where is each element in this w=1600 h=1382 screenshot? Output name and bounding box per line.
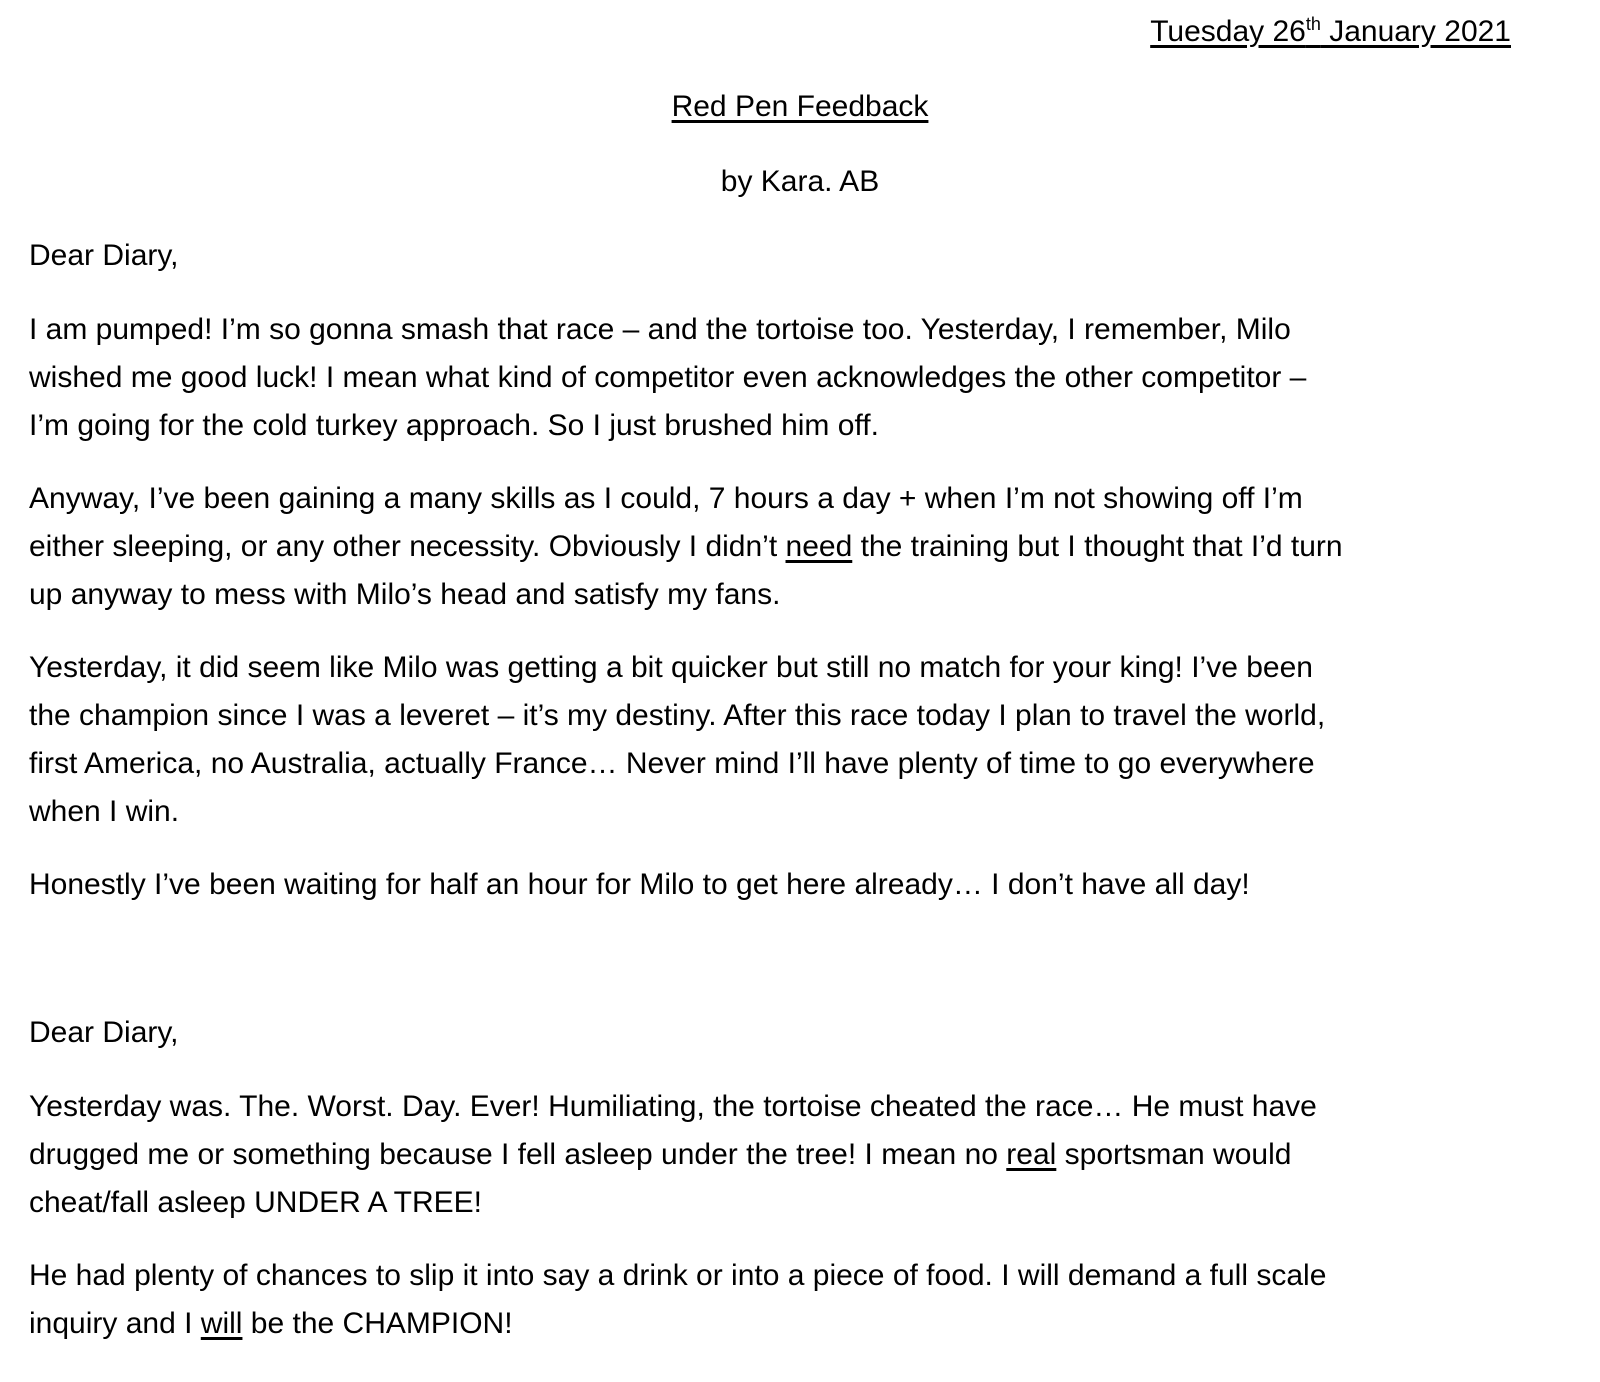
paragraph-line: Yesterday, it did seem like Milo was getting a bit quicker but still no match for your king! I’ve been	[29, 651, 1313, 684]
text-run: inquiry and I	[29, 1307, 201, 1340]
underlined-word: real	[1006, 1138, 1057, 1171]
entry2-greeting: Dear Diary,	[29, 1016, 179, 1049]
underlined-word: need	[785, 530, 853, 563]
text-run: drugged me or something because I fell asleep under the tree! I mean no	[29, 1138, 1007, 1171]
paragraph-line: the champion since I was a leveret – it’s my destiny. After this race today I plan to travel the world,	[29, 699, 1326, 732]
date-ordinal: th	[1305, 14, 1321, 34]
entry1-paragraph-3	[29, 644, 1589, 836]
paragraph-line: I’m going for the cold turkey approach. So I just brushed him off.	[29, 409, 879, 442]
paragraph-line: Anyway, I’ve been gaining a many skills as I could, 7 hours a day + when I’m not showing off I’m	[29, 482, 1303, 515]
paragraph-line: He had plenty of chances to slip it into say a drink or into a piece of food. I will demand a full scale	[29, 1259, 1327, 1292]
paragraph-line: up anyway to mess with Milo’s head and satisfy my fans.	[29, 578, 781, 611]
document-title	[0, 87, 1600, 127]
paragraph-line: I am pumped! I’m so gonna smash that race – and the tortoise too. Yesterday, I remember, Milo	[29, 313, 1291, 346]
text-run: either sleeping, or any other necessity. Obviously I didn’t	[29, 530, 786, 563]
paragraph-line: when I win.	[29, 795, 180, 828]
paragraph-line: first America, no Australia, actually France… Never mind I’ll have plenty of time to go everywhere	[29, 747, 1315, 780]
title-text: Red Pen Feedback	[671, 90, 929, 123]
text-run: be the CHAMPION!	[242, 1307, 513, 1340]
date-day: Tuesday 26	[1150, 15, 1306, 48]
paragraph-line: Yesterday was. The. Worst. Day. Ever! Humiliating, the tortoise cheated the race… He must have	[29, 1090, 1317, 1123]
paragraph-line: cheat/fall asleep UNDER A TREE!	[29, 1186, 482, 1219]
date-month-year: January 2021	[1320, 15, 1511, 48]
entry1-paragraph-1	[29, 306, 1589, 450]
text-run: sportsman would	[1056, 1138, 1292, 1171]
paragraph-line	[29, 1131, 1589, 1179]
entry2-paragraph-1	[29, 1083, 1589, 1227]
entry2-paragraph-2	[29, 1252, 1589, 1348]
entry1-paragraph-4: Honestly I’ve been waiting for half an hour for Milo to get here already… I don’t have all day!	[29, 868, 1250, 901]
paragraph-line	[29, 1300, 1589, 1348]
underlined-word: will	[200, 1307, 243, 1340]
paragraph-line: wished me good luck! I mean what kind of competitor even acknowledges the other competitor –	[29, 361, 1307, 394]
author-byline: by Kara. AB	[720, 165, 880, 198]
date-heading	[1150, 12, 1511, 52]
paragraph-line	[29, 523, 1589, 571]
entry1-greeting: Dear Diary,	[29, 239, 179, 272]
text-run: the training but I thought that I’d turn	[852, 530, 1343, 563]
entry1-paragraph-2	[29, 475, 1589, 619]
